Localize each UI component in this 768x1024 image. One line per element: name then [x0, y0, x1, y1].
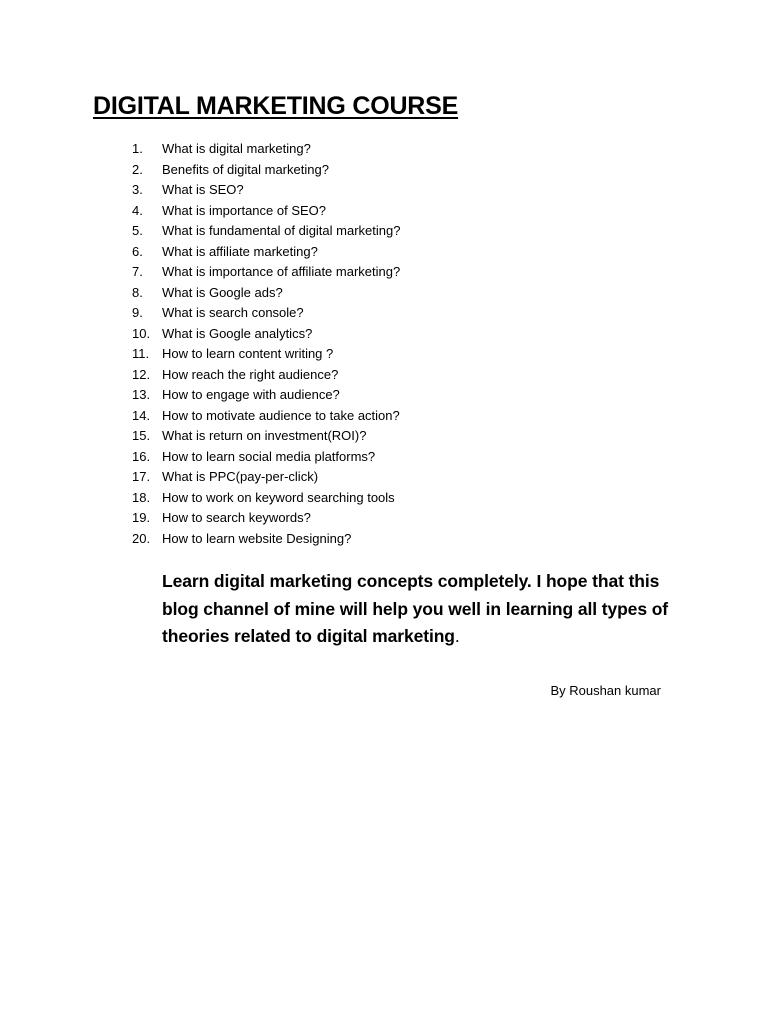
- question-number: 8.: [132, 284, 143, 300]
- author-byline: By Roushan kumar: [550, 683, 661, 698]
- question-item: [132, 160, 400, 181]
- question-text: How to learn website Designing?: [162, 530, 352, 546]
- question-text: What is return on investment(ROI)?: [162, 428, 367, 443]
- question-number: 15.: [132, 428, 151, 443]
- question-item: [132, 201, 400, 222]
- question-item: [132, 365, 400, 386]
- question-number: 18.: [132, 489, 151, 505]
- question-text: How to engage with audience?: [162, 387, 340, 402]
- question-number: 14.: [132, 407, 151, 423]
- question-text: What is Google analytics?: [162, 325, 313, 341]
- question-item: [132, 447, 400, 468]
- question-text: How reach the right audience?: [162, 366, 339, 382]
- question-text: How to work on keyword searching tools: [162, 489, 395, 505]
- question-number: 9.: [132, 305, 143, 320]
- intro-period: .: [454, 626, 460, 646]
- question-text: What is importance of SEO?: [162, 202, 327, 218]
- question-number: 4.: [132, 202, 143, 218]
- question-text: What is SEO?: [162, 182, 244, 197]
- question-item: [132, 488, 400, 509]
- question-text: How to search keywords?: [162, 510, 311, 525]
- question-number: 2.: [132, 161, 143, 177]
- question-text: How to learn social media platforms?: [162, 448, 376, 464]
- question-text: What is importance of affiliate marketing?: [162, 264, 401, 279]
- question-number: 6.: [132, 243, 143, 259]
- question-item: [132, 283, 400, 304]
- question-number: 5.: [132, 223, 143, 238]
- question-item: [132, 508, 400, 529]
- question-number: 12.: [132, 366, 151, 382]
- question-item: [132, 242, 400, 263]
- question-text: What is fundamental of digital marketing?: [162, 223, 401, 238]
- question-number: 20.: [132, 530, 151, 546]
- question-item: [132, 385, 400, 406]
- question-number: 3.: [132, 182, 143, 197]
- question-number: 19.: [132, 510, 151, 525]
- question-text: What is digital marketing?: [162, 141, 311, 156]
- question-item: [132, 303, 400, 324]
- question-number: 17.: [132, 469, 151, 484]
- page-title: DIGITAL MARKETING COURSE: [93, 92, 459, 120]
- intro-paragraph: [162, 568, 682, 651]
- question-number: 16.: [132, 448, 151, 464]
- question-item: [132, 529, 400, 550]
- question-text: How to learn content writing ?: [162, 346, 334, 361]
- intro-text: Learn digital marketing concepts completely. I hope that this blog channel of mine will help you well in learning all types of theories related to digital marketing: [162, 571, 669, 646]
- question-number: 1.: [132, 141, 143, 156]
- question-item: [132, 262, 400, 283]
- question-item: [132, 467, 400, 488]
- question-text: What is search console?: [162, 305, 304, 320]
- question-item: [132, 139, 400, 160]
- question-item: [132, 426, 400, 447]
- question-item: [132, 221, 400, 242]
- question-text: What is PPC(pay-per-click): [162, 469, 319, 484]
- question-item: [132, 406, 400, 427]
- question-item: [132, 180, 400, 201]
- question-number: 13.: [132, 387, 151, 402]
- question-number: 11.: [132, 346, 150, 361]
- question-number: 10.: [132, 325, 151, 341]
- question-text: How to motivate audience to take action?: [162, 407, 400, 423]
- question-number: 7.: [132, 264, 143, 279]
- question-list: [132, 139, 400, 549]
- question-text: What is Google ads?: [162, 284, 283, 300]
- question-item: [132, 344, 400, 365]
- question-text: What is affiliate marketing?: [162, 243, 318, 259]
- question-text: Benefits of digital marketing?: [162, 161, 329, 177]
- question-item: [132, 324, 400, 345]
